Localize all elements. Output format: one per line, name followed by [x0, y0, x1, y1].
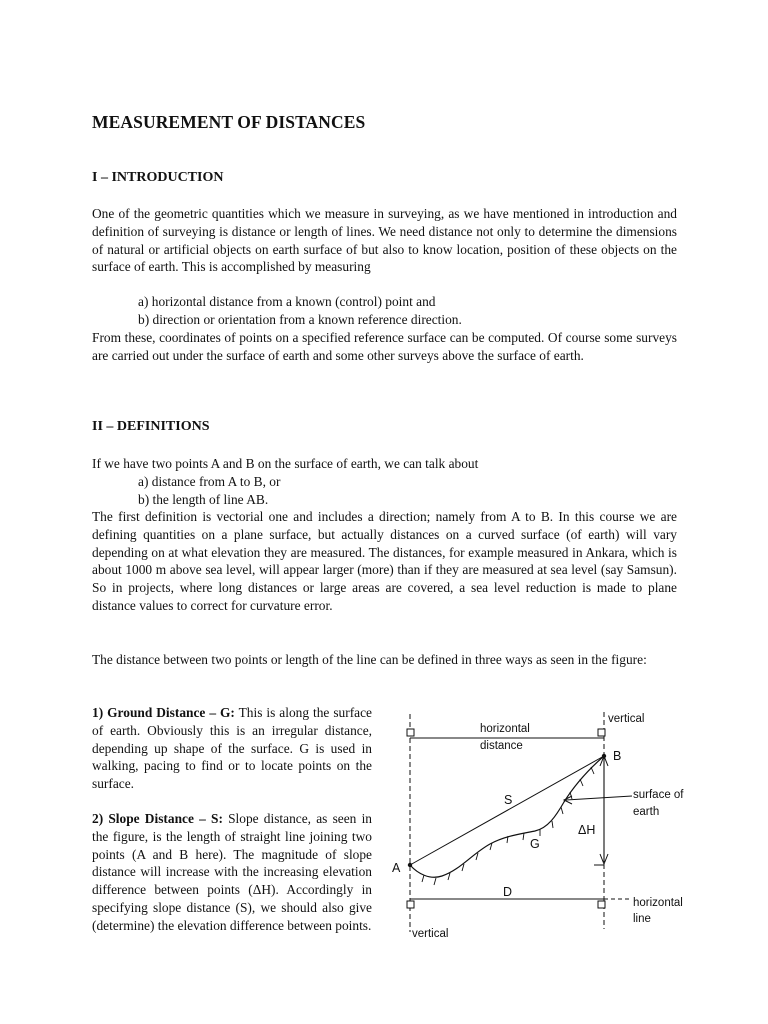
surface-pointer-line — [566, 796, 632, 800]
horizontal-distance-label-1: horizontal — [480, 723, 530, 735]
slope-distance-text: Slope distance, as seen in the figure, is the length of straight line joining two points (A and B here). The magnitude of slope distance will increase with the increasing elevation difference between points (ΔH). Accordingly in specifying slope distance (S), we should also give (determine) the elevation difference between points. — [92, 811, 372, 933]
slope-distance-label: 2) Slope Distance – S: — [92, 811, 223, 826]
delta-h-label: ΔH — [578, 823, 596, 837]
ground-distance-paragraph — [92, 704, 372, 793]
horizontal-line-label-2: line — [633, 913, 651, 925]
top-left-marker — [407, 729, 414, 736]
surface-of-earth-label-2: earth — [633, 806, 660, 818]
intro-paragraph-2: From these, coordinates of points on a specified reference surface can be computed. Of course some surveys are carried out under the surface of earth and some other surveys above the surface of earth. — [92, 330, 677, 363]
distance-diagram — [380, 704, 720, 954]
intro-item-b: b) direction or orientation from a known reference direction. — [138, 312, 462, 327]
vertical-bottom-label: vertical — [412, 928, 449, 940]
slope-line — [410, 756, 604, 865]
intro-paragraph-1: One of the geometric quantities which we measure in surveying, as we have mentioned in introduction and definition of surveying is distance or length of lines. We need distance not only to determine the dimensions of natural or artificial objects on earth surface of but also to know location, position of these objects on the surface of earth. This is accomplished by measuring — [92, 206, 677, 275]
ground-hatching — [422, 767, 594, 885]
ground-label: G — [530, 837, 540, 851]
surface-of-earth-label-1: surface of — [633, 789, 684, 801]
slope-label: S — [504, 793, 513, 807]
point-a-marker — [408, 863, 412, 867]
definitions-paragraph-3: The distance between two points or length of the line can be defined in three ways as seen in the figure: — [92, 652, 647, 667]
horizontal-distance-label-2: distance — [480, 740, 523, 752]
bottom-left-marker — [407, 901, 414, 908]
ground-surface-line — [410, 756, 604, 877]
definitions-item-a: a) distance from A to B, or — [138, 474, 281, 489]
intro-heading: I – INTRODUCTION — [92, 170, 224, 185]
ground-distance-label: 1) Ground Distance – G: — [92, 705, 235, 720]
slope-distance-paragraph — [92, 810, 372, 935]
horizontal-d-label: D — [503, 885, 513, 899]
point-b-label: B — [613, 749, 622, 763]
vertical-top-label: vertical — [608, 713, 645, 725]
definitions-item-b: b) the length of line AB. — [138, 492, 269, 507]
intro-item-a: a) horizontal distance from a known (control) point and — [138, 294, 436, 309]
page-title: MEASUREMENT OF DISTANCES — [92, 112, 366, 132]
top-right-marker — [598, 729, 605, 736]
ground-distance-text: This is along the surface of earth. Obviously this is an irregular distance, depending up shape of the surface. G is used in walking, pacing to find or to locate points on the surface. — [92, 705, 372, 792]
bottom-right-marker — [598, 901, 605, 908]
definitions-heading: II – DEFINITIONS — [92, 419, 210, 434]
definitions-paragraph-1: If we have two points A and B on the surface of earth, we can talk about — [92, 456, 479, 471]
definitions-paragraph-2: The first definition is vectorial one and includes a direction; namely from A to B. In this course we are defining quantities on a plane surface, but actually distances on a curved surface (of earth) will vary depending on at what elevation they are measured. The distances, for example measured in Ankara, which is about 1000 m above sea level, will appear larger (more) than if they are measured at sea level (say Samsun). So in projects, where long distances or large areas are covered, a sea level reduction is made to plane distance values to correct for curvature error. — [92, 509, 677, 613]
point-a-label: A — [392, 861, 401, 875]
horizontal-line-label-1: horizontal — [633, 897, 683, 909]
